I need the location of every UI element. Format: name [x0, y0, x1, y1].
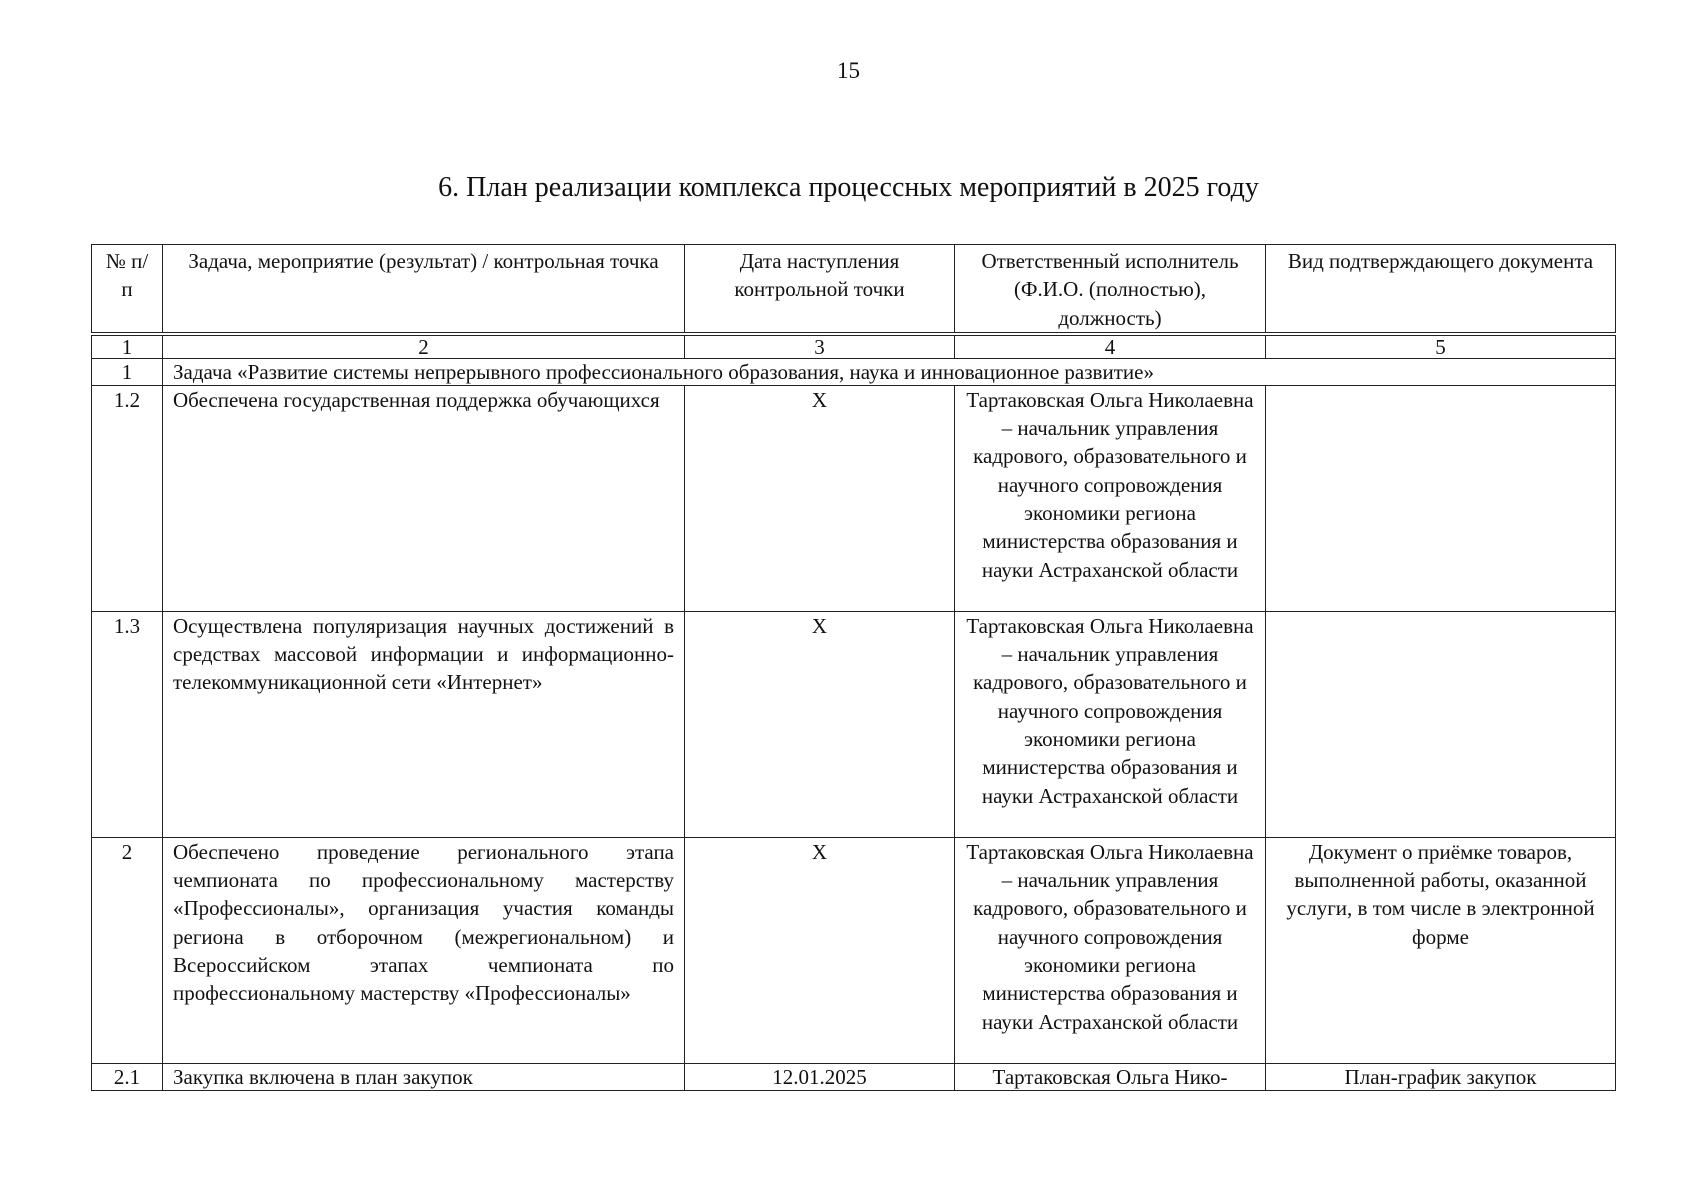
row-document — [1266, 385, 1616, 611]
task-row — [92, 358, 1616, 385]
task-text: Задача «Развитие системы непрерывного профессионального образования, наука и инновационное развитие» — [163, 358, 1616, 385]
row-responsible: Тартаковская Ольга Николаевна – начальник управления кадрового, образовательного и научного сопровождения экономики региона министерства образования и науки Астраханской области — [955, 611, 1266, 837]
table-header-row — [92, 245, 1616, 333]
table-row — [92, 611, 1616, 837]
column-number: 1 — [92, 335, 163, 358]
plan-table — [91, 244, 1616, 1091]
row-responsible: Тартаковская Ольга Николаевна – начальник управления кадрового, образовательного и научного сопровождения экономики региона министерства образования и науки Астраханской области — [955, 385, 1266, 611]
table-row — [92, 837, 1616, 1063]
header-date: Дата наступления контрольной точки — [685, 245, 955, 333]
column-number: 2 — [163, 335, 685, 358]
row-num: 1.2 — [92, 385, 163, 611]
table-row — [92, 1063, 1616, 1090]
header-document: Вид подтверждающего документа — [1266, 245, 1616, 333]
row-responsible: Тартаковская Ольга Нико- — [955, 1063, 1266, 1090]
row-date: X — [685, 837, 955, 1063]
header-task: Задача, мероприятие (результат) / контрольная точка — [163, 245, 685, 333]
column-number: 5 — [1266, 335, 1616, 358]
page-title: 6. План реализации комплекса процессных мероприятий в 2025 году — [438, 172, 1259, 203]
row-num: 2 — [92, 837, 163, 1063]
header-num: № п/п — [92, 245, 163, 333]
header-responsible: Ответственный исполнитель (Ф.И.О. (полностью), должность) — [955, 245, 1266, 333]
row-document: Документ о приёмке товаров, выполненной работы, оказанной услуги, в том числе в электронной форме — [1266, 837, 1616, 1063]
row-task: Осуществлена популяризация научных достижений в средствах массовой информации и информационно-телекоммуникационной сети «Интернет» — [163, 611, 685, 837]
row-task: Закупка включена в план закупок — [163, 1063, 685, 1090]
column-number: 3 — [685, 335, 955, 358]
row-date: X — [685, 611, 955, 837]
column-number: 4 — [955, 335, 1266, 358]
row-task: Обеспечено проведение регионального этапа чемпионата по профессиональному мастерству «Профессионалы», организация участия команды региона в отборочном (межрегиональном) и Всероссийском этапах чемпионата по профессиональному мастерству «Профессионалы» — [163, 837, 685, 1063]
row-num: 1.3 — [92, 611, 163, 837]
row-responsible: Тартаковская Ольга Николаевна – начальник управления кадрового, образовательного и научного сопровождения экономики региона министерства образования и науки Астраханской области — [955, 837, 1266, 1063]
row-document: План-график закупок — [1266, 1063, 1616, 1090]
task-num: 1 — [92, 358, 163, 385]
page-number: 15 — [837, 58, 860, 83]
column-number-row — [92, 335, 1616, 358]
row-date: X — [685, 385, 955, 611]
table-row — [92, 385, 1616, 611]
row-task: Обеспечена государственная поддержка обучающихся — [163, 385, 685, 611]
row-date: 12.01.2025 — [685, 1063, 955, 1090]
row-document — [1266, 611, 1616, 837]
row-num: 2.1 — [92, 1063, 163, 1090]
